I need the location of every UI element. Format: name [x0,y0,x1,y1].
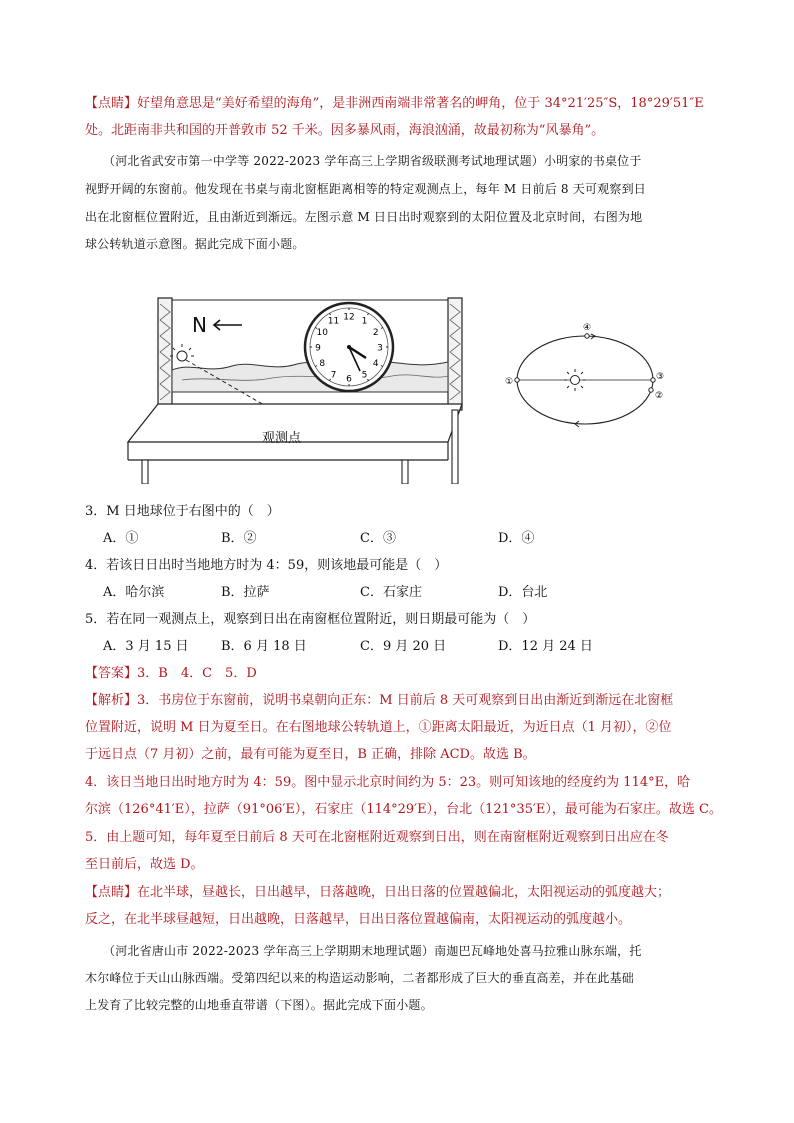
tip1-line1 [85,96,710,112]
intro1-line4: 球公转轨道示意图。据此完成下面小题。 [85,237,305,251]
answer-tag: 【答案】 [85,666,138,681]
analysis-line5: 尔滨（126°41′E），拉萨（91°06′E），石家庄（114°29′E），台北（121°35′E），最可能为石家庄。故选 C。 [85,802,722,817]
clock-numeral: 9 [315,343,321,354]
question-4-option-a: A．哈尔滨 [103,585,165,600]
clock-numeral: 11 [327,316,340,327]
question-4-option-d: D．台北 [498,585,548,600]
analysis-tag: 【解析】 [85,693,138,708]
north-window-frame [158,298,172,410]
analysis-line7: 至日前后，故选 D。 [85,857,204,872]
desk-leg-left [142,460,148,484]
desk-leg-middle [402,460,408,484]
window-desk-svg [122,292,472,484]
marker-1: ① [505,377,514,387]
question-3-option-b: B．② [221,531,257,546]
clock-numeral: 7 [330,370,337,381]
tip1-text-1: 好望角意思是“美好希望的海角”，是非洲西南端非常著名的岬角，位于 34°21′25″S，18°29′51″E [137,96,704,111]
clock-numeral: 3 [377,343,383,354]
question-5-stem: 5．若在同一观测点上，观察到日出在南窗框位置附近，则日期最可能为（ ） [85,612,536,627]
analysis-line1 [85,693,710,709]
clock-numeral: 8 [319,359,326,369]
question-3-option-d: D．④ [498,531,535,546]
marker-3: ③ [656,372,665,382]
analysis-line2: 位置附近，说明 M 日为夏至日。在右图地球公转轨道上，①距离太阳最近，为近日点（1 月初），②位 [85,720,672,735]
window-desk-figure [122,292,472,484]
question-4-stem: 4．若该日日出时当地地方时为 4：59，则该地最可能是（ ） [85,558,448,573]
question-3-option-c: C．③ [360,531,396,546]
question-5-option-b: B．6 月 18 日 [221,639,307,654]
south-window-frame [448,298,462,410]
analysis-line6: 5．由上题可知，每年夏至日前后 8 天可在北窗框附近观察到日出，则在南窗框附近观察到日出应在冬 [85,830,669,845]
tip2-text-1: 在北半球，昼越长，日出越早，日落越晚，日出日落的位置越偏北，太阳视运动的弧度越大； [137,885,671,900]
tip2-line1 [85,885,710,901]
tip1-line2: 处。北距南非共和国的开普敦市 52 千米。因多暴风雨，海浪汹涌，故最初称为“风暴角”。 [85,123,605,138]
question-5-option-d: D．12 月 24 日 [498,639,593,654]
answer-text: 3．B 4．C 5．D [137,666,257,681]
clock-icon [305,303,393,391]
desk-leg-right [452,410,458,484]
marker-4: ④ [583,323,592,333]
intro2-line3: 上发育了比较完整的山地垂直带谱（下图）。据此完成下面小题。 [85,998,433,1012]
analysis-line3: 于远日点（7 月初）之前，最有可能为夏至日，B 正确，排除 ACD。故选 B。 [85,747,536,762]
clock-numeral: 12 [343,312,355,323]
analysis-text-1: 3．书房位于东窗前，说明书桌朝向正东：M 日前后 8 天可观察到日出由渐近到渐远在北窗框 [137,693,674,708]
orbit-svg [505,320,665,440]
intro1-line3: 出在北窗框位置附近，且由渐近到渐远。左图示意 M 日日出时观察到的太阳位置及北京时间，右图为地 [85,210,643,224]
sun-icon [170,344,194,361]
clock-numeral: 6 [346,374,352,385]
clock-numeral: 10 [316,328,328,338]
question-4-option-c: C．石家庄 [360,585,422,600]
observation-point-label: 观测点 [262,431,302,446]
question-5-option-c: C．9 月 20 日 [360,639,447,654]
question-4-option-b: B．拉萨 [221,585,270,600]
orbit-figure [505,320,665,440]
clock-numeral: 1 [361,316,368,327]
answer-line [85,666,710,682]
analysis-line4: 4．该日当地日出时地方时为 4：59。图中显示北京时间约为 5：23。则可知该地的经度约为 114°E，哈 [85,775,691,790]
clock-numeral: 5 [361,370,368,381]
tip1-tag: 【点睛】 [85,96,138,111]
north-label: N [192,313,207,337]
intro1-line2: 视野开阔的东窗前。他发现在书桌与南北窗框距离相等的特定观测点上，每年 M 日前后 8 天可观察到日 [85,182,646,196]
question-3-stem: 3．M 日地球位于右图中的（ ） [85,504,280,519]
tip2-line2: 反之，在北半球昼越短，日出越晚，日落越早，日出日落位置越偏南，太阳视运动的弧度越小。 [85,912,632,927]
marker-2: ② [655,391,664,401]
question-3-option-a: A．① [103,531,139,546]
intro2-line2: 木尔峰位于天山山脉西端。受第四纪以来的构造运动影响，二者都形成了巨大的垂直高差，并在此基础 [85,971,635,985]
question-5-option-a: A．3 月 15 日 [103,639,189,654]
intro2-line1: （河北省唐山市 2022-2023 学年高三上学期期末地理试题）南迦巴瓦峰地处喜马拉雅山脉东端，托 [103,944,642,958]
intro1-line1: （河北省武安市第一中学等 2022-2023 学年高三上学期省级联测考试地理试题）小明家的书桌位于 [103,154,642,168]
clock-numeral: 4 [372,359,379,369]
clock-numeral: 2 [372,328,379,338]
tip2-tag: 【点睛】 [85,885,138,900]
